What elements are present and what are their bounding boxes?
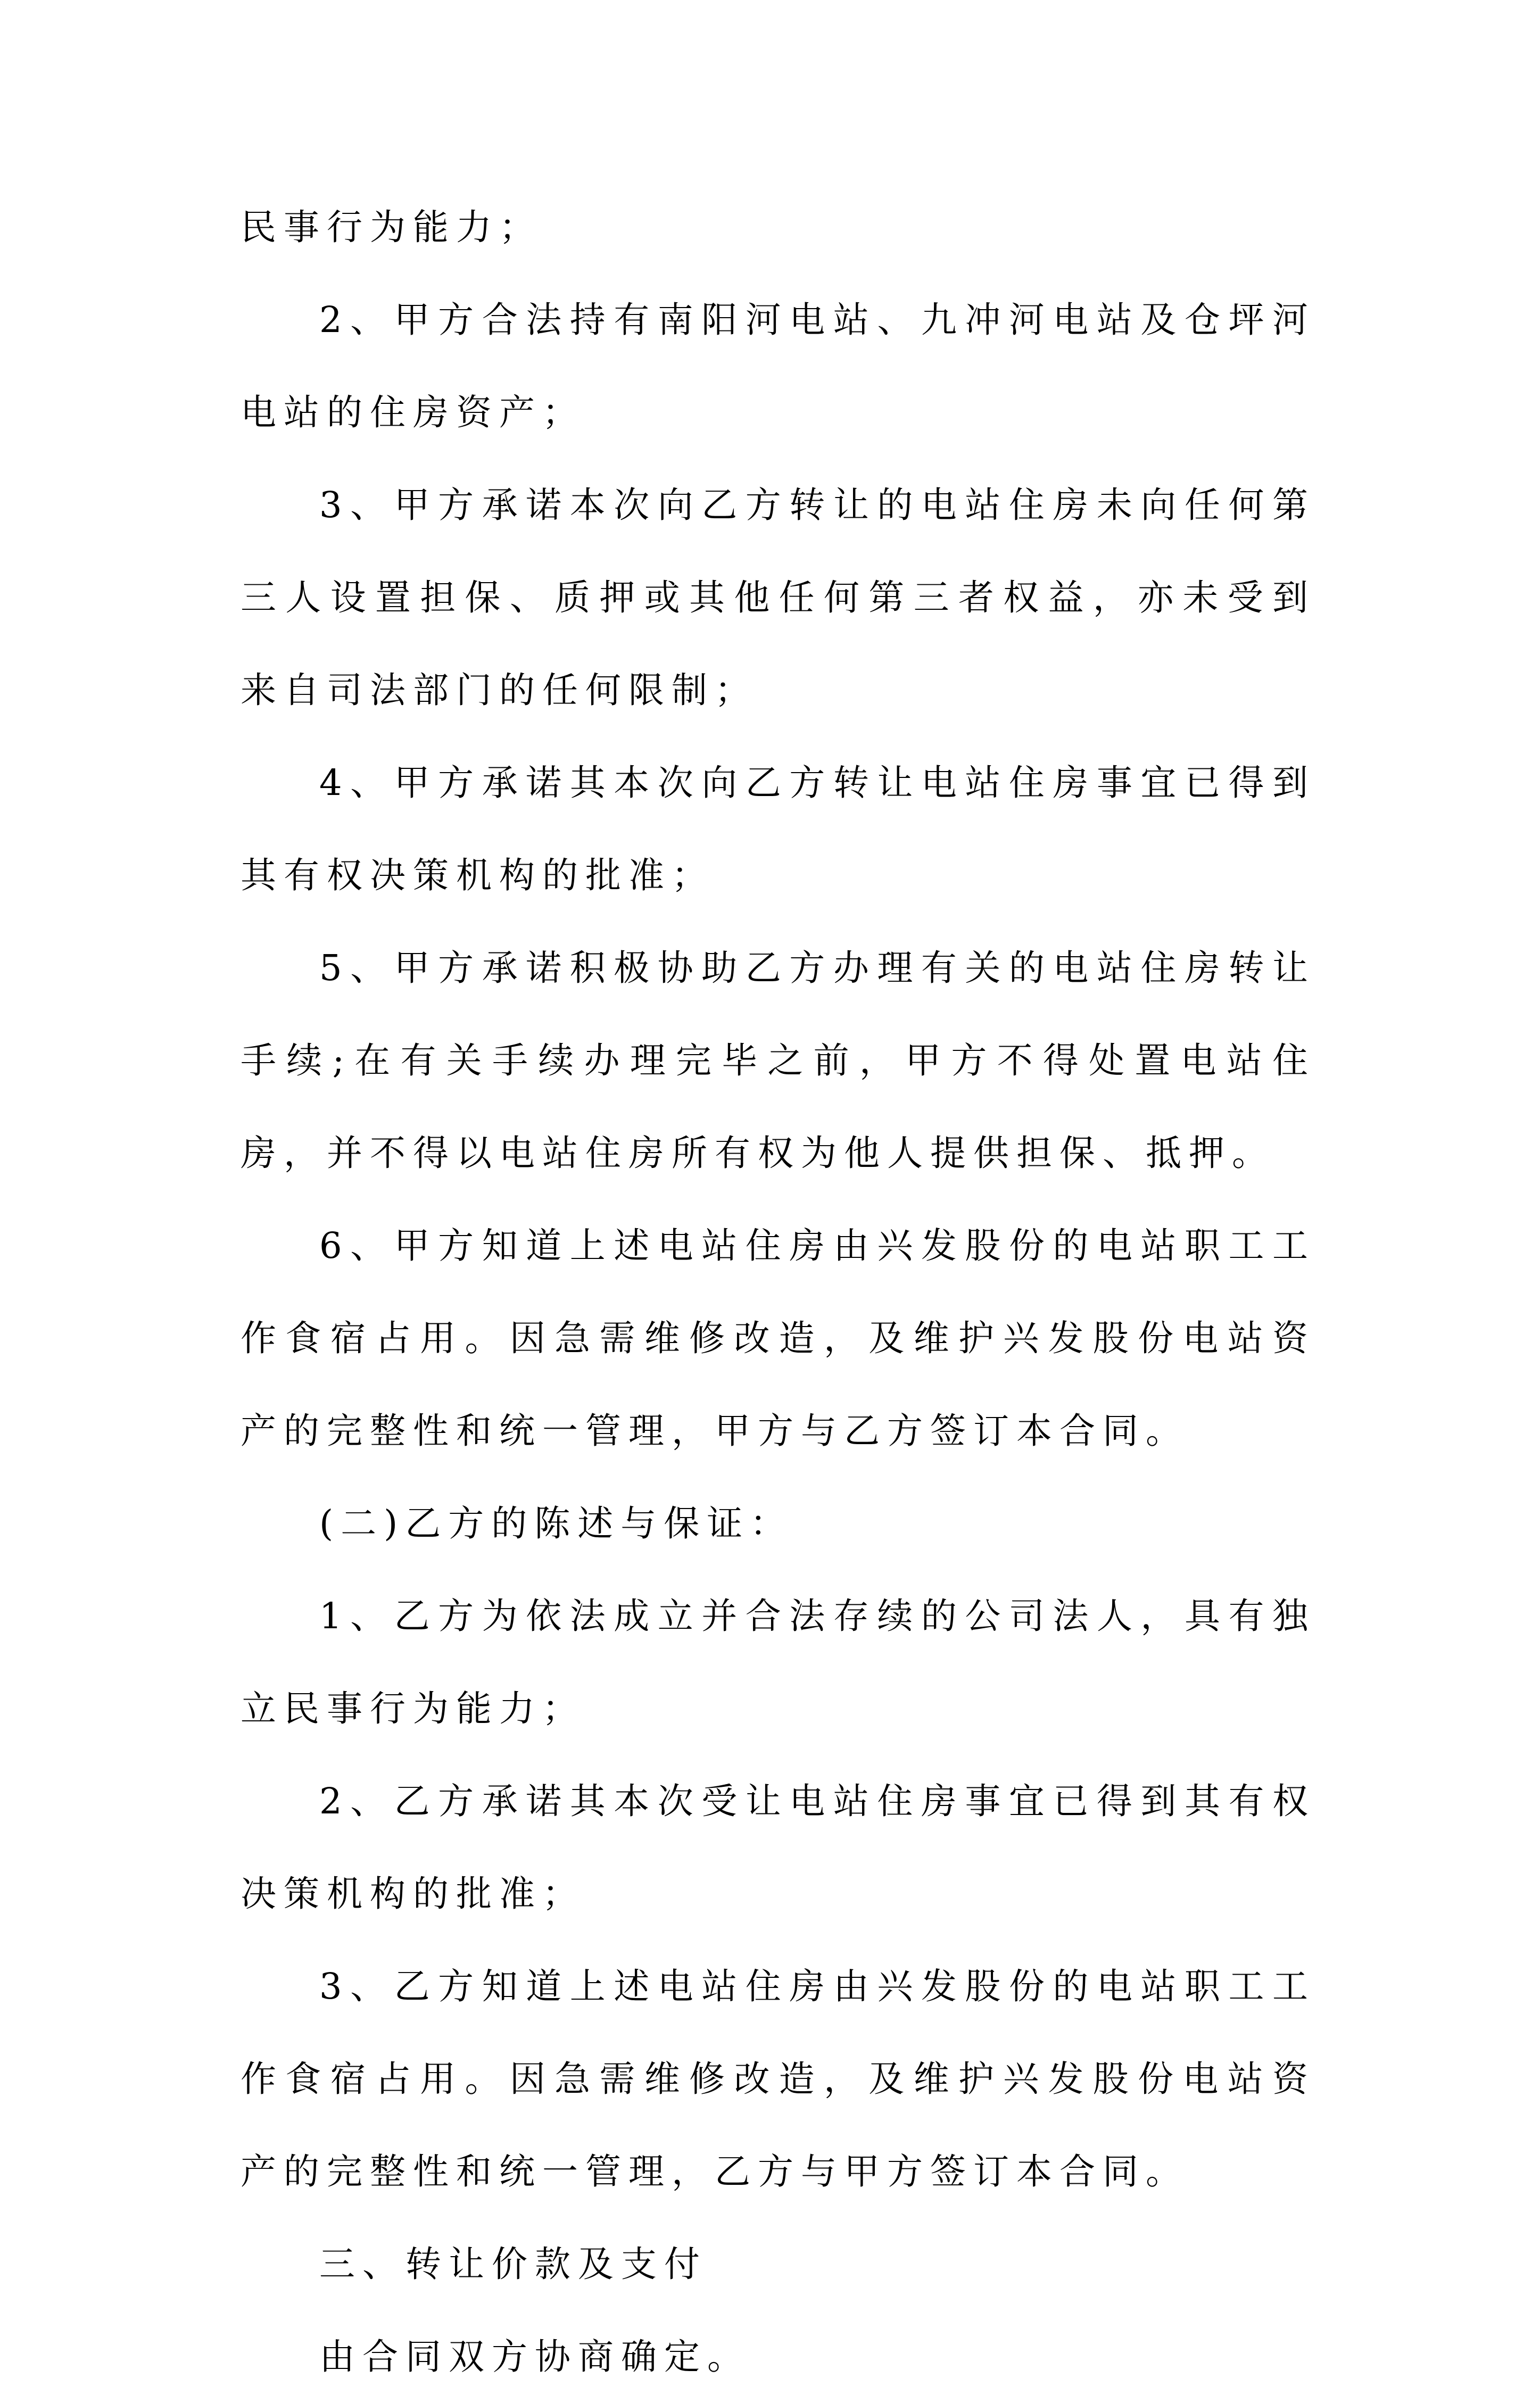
section-heading-party-b: (二)乙方的陈述与保证： <box>319 1503 793 1544</box>
document-body <box>241 181 1315 2403</box>
paragraph-clause-6: 6、甲方知道上述电站住房由兴发股份的电站职工工作食宿占用。因急需维修改造，及维护兴发股份电站资产的完整性和统一管理，甲方与乙方签订本合同。 <box>241 1225 1315 1452</box>
paragraph-continuation: 民事行为能力； <box>241 206 542 248</box>
paragraph-clause-5: 5、甲方承诺积极协助乙方办理有关的电站住房转让手续;在有关手续办理完毕之前，甲方不得处置电站住房，并不得以电站住房所有权为他人提供担保、抵押。 <box>241 947 1315 1174</box>
paragraph-clause-4: 4、甲方承诺其本次向乙方转让电站住房事宜已得到其有权决策机构的批准； <box>241 762 1315 896</box>
paragraph-clause-3: 3、甲方承诺本次向乙方转让的电站住房未向任何第三人设置担保、质押或其他任何第三者权益，亦未受到来自司法部门的任何限制； <box>241 484 1315 711</box>
paragraph-party-b-clause-2: 2、乙方承诺其本次受让电站住房事宜已得到其有权决策机构的批准； <box>241 1780 1315 1915</box>
paragraph-price-terms: 由合同双方协商确定。 <box>319 2336 750 2377</box>
paragraph-party-b-clause-3: 3、乙方知道上述电站住房由兴发股份的电站职工工作食宿占用。因急需维修改造，及维护兴发股份电站资产的完整性和统一管理，乙方与甲方签订本合同。 <box>241 1966 1315 2192</box>
section-heading-price-payment: 三、转让价款及支付 <box>319 2243 707 2285</box>
paragraph-party-b-clause-1: 1、乙方为依法成立并合法存续的公司法人，具有独立民事行为能力； <box>241 1595 1315 1729</box>
paragraph-clause-2: 2、甲方合法持有南阳河电站、九冲河电站及仓坪河电站的住房资产； <box>241 299 1315 433</box>
